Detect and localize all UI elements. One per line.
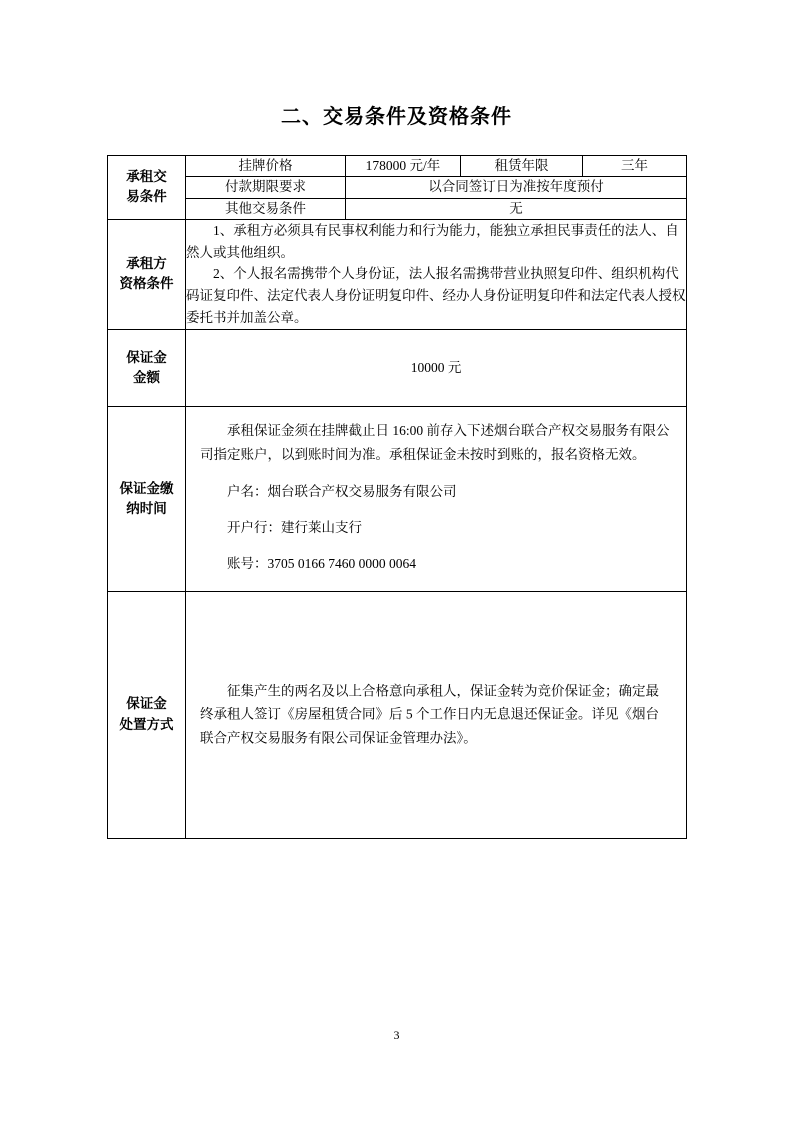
qualification-content <box>186 219 687 329</box>
row-label-line2: 资格条件 <box>119 276 174 292</box>
deposit-bank: 开户行：建行莱山支行 <box>227 519 362 535</box>
deposit-account-number: 账号：3705 0166 7460 0000 0064 <box>227 556 416 572</box>
price-value: 178000 元/年 <box>346 156 461 177</box>
row-label-line1: 承租方 <box>126 256 167 272</box>
row-label-deposit-payment <box>108 407 186 591</box>
other-conditions-label: 其他交易条件 <box>186 198 346 219</box>
term-label: 租赁年限 <box>461 156 583 177</box>
page-title: 二、交易条件及资格条件 <box>281 106 512 128</box>
table-row <box>108 198 687 219</box>
table-row <box>108 156 687 177</box>
payment-label: 付款期限要求 <box>186 177 346 198</box>
row-label-trade-conditions <box>108 156 186 220</box>
page-number: 3 <box>393 1028 400 1042</box>
row-label-qualification <box>108 219 186 329</box>
deposit-amount-value: 10000 元 <box>186 330 687 407</box>
row-label-deposit-amount <box>108 330 186 407</box>
table-row <box>108 407 687 591</box>
row-label-deposit-disposal <box>108 591 186 838</box>
row-label-line2: 易条件 <box>126 189 167 205</box>
table-row <box>108 219 687 329</box>
row-label-line1: 保证金 <box>126 349 167 365</box>
deposit-payment-paragraph: 承租保证金须在挂牌截止日 16:00 前存入下述烟台联合产权交易服务有限公司指定账户，以到账时间为准。承租保证金未按时到账的，报名资格无效。 <box>200 423 670 463</box>
row-label-line2: 处置方式 <box>119 716 174 732</box>
price-label: 挂牌价格 <box>186 156 346 177</box>
row-label-line1: 承租交 <box>126 169 167 185</box>
row-label-line1: 保证金 <box>126 696 167 712</box>
conditions-table <box>107 155 687 839</box>
qualification-item-1: 1、承租方必须具有民事权利能力和行为能力，能独立承担民事责任的法人、自然人或其他组织。 <box>186 222 679 260</box>
row-label-line1: 保证金缴 <box>119 480 174 496</box>
table-row <box>108 330 687 407</box>
deposit-account-name: 户名：烟台联合产权交易服务有限公司 <box>227 483 457 499</box>
qualification-item-2: 2、个人报名需携带个人身份证，法人报名需携带营业执照复印件、组织机构代码证复印件、法定代表人身份证明复印件、经办人身份证明复印件和法定代表人授权委托书并加盖公章。 <box>186 266 686 326</box>
term-value: 三年 <box>583 156 687 177</box>
other-conditions-value: 无 <box>346 198 687 219</box>
deposit-disposal-content <box>186 591 687 838</box>
table-row <box>108 591 687 838</box>
payment-value: 以合同签订日为准按年度预付 <box>346 177 687 198</box>
deposit-disposal-text: 征集产生的两名及以上合格意向承租人，保证金转为竞价保证金；确定最终承租人签订《房屋租赁合同》后 5 个工作日内无息退还保证金。详见《烟台联合产权交易服务有限公司保证金管理办法》。 <box>200 683 659 746</box>
table-row <box>108 177 687 198</box>
row-label-line2: 金额 <box>133 370 160 386</box>
deposit-payment-content <box>186 407 687 591</box>
row-label-line2: 纳时间 <box>126 500 167 516</box>
